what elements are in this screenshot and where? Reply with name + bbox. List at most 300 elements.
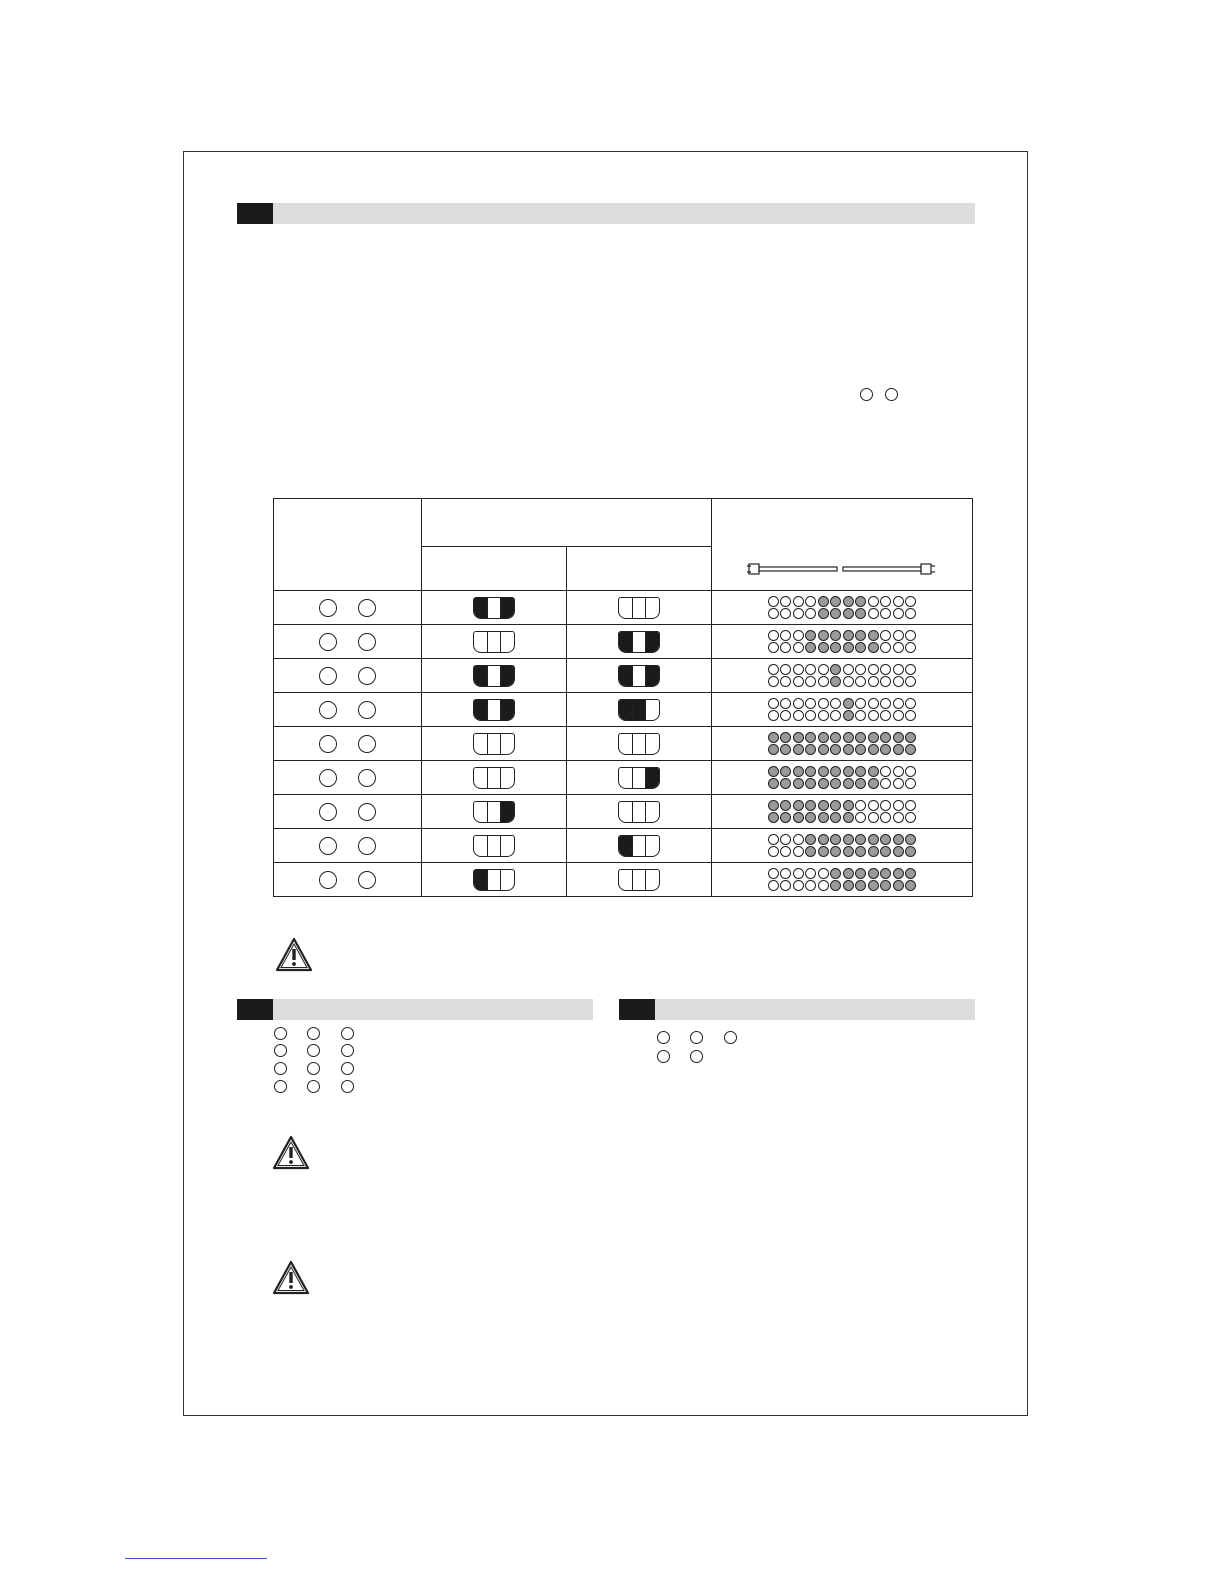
dip-switch-1 <box>473 597 515 619</box>
led-lit <box>868 778 879 789</box>
dip-switch-1 <box>473 699 515 721</box>
row-model-cell <box>274 659 422 693</box>
table-row <box>274 761 973 795</box>
model-circle-marker <box>358 599 376 617</box>
model-circle-marker <box>319 599 337 617</box>
led-lit <box>805 630 816 641</box>
row-dip-switch-2-cell <box>567 625 712 659</box>
led-off <box>855 812 866 823</box>
led-pattern <box>767 629 917 654</box>
row-dip-switch-2-cell <box>567 659 712 693</box>
dip-segment-3 <box>646 598 659 618</box>
led-lit <box>868 880 879 891</box>
led-off <box>893 642 904 653</box>
dip-segment-1 <box>619 802 633 822</box>
led-off <box>780 880 791 891</box>
led-lit <box>868 766 879 777</box>
table-row <box>274 727 973 761</box>
led-pattern <box>767 663 917 688</box>
led-lit <box>805 800 816 811</box>
dip-segment-1 <box>619 598 633 618</box>
led-lit <box>818 800 829 811</box>
dip-segment-2 <box>488 598 502 618</box>
row-led-pattern-cell <box>712 863 973 897</box>
led-lit <box>793 800 804 811</box>
led-lit <box>830 676 841 687</box>
led-lit <box>768 744 779 755</box>
dip-segment-2 <box>488 632 502 652</box>
dip-switch-1 <box>473 767 515 789</box>
row-led-pattern-cell <box>712 625 973 659</box>
led-off <box>905 608 916 619</box>
led-lit <box>793 766 804 777</box>
led-off <box>905 664 916 675</box>
dip-segment-3 <box>646 734 659 754</box>
led-off <box>893 608 904 619</box>
row-dip-switch-1-cell <box>422 829 567 863</box>
warning-triangle-icon <box>272 1260 310 1296</box>
list-circle-marker <box>274 1044 287 1057</box>
cable-icon <box>747 561 937 579</box>
dip-segment-3 <box>501 802 514 822</box>
led-off <box>793 834 804 845</box>
led-off <box>893 778 904 789</box>
row-model-cell <box>274 591 422 625</box>
row-dip-switch-1-cell <box>422 693 567 727</box>
led-lit <box>843 868 854 879</box>
section-header-bar-left <box>237 999 593 1020</box>
dip-segment-3 <box>501 870 514 890</box>
row-dip-switch-2-cell <box>567 829 712 863</box>
warning-triangle-icon <box>275 937 313 973</box>
led-off <box>868 596 879 607</box>
led-lit <box>768 812 779 823</box>
dip-segment-3 <box>501 700 514 720</box>
led-off <box>818 676 829 687</box>
list-circle-marker <box>657 1050 670 1063</box>
led-lit <box>780 800 791 811</box>
row-model-cell <box>274 625 422 659</box>
led-lit <box>868 846 879 857</box>
dip-segment-3 <box>646 768 659 788</box>
led-off <box>880 676 891 687</box>
led-lit <box>880 732 891 743</box>
led-off <box>855 800 866 811</box>
led-off <box>768 676 779 687</box>
led-off <box>893 630 904 641</box>
led-off <box>868 676 879 687</box>
list-circle-marker <box>274 1027 287 1040</box>
led-lit <box>830 596 841 607</box>
model-circle-marker <box>358 701 376 719</box>
dip-switch-2 <box>618 665 660 687</box>
list-circle-marker <box>307 1080 320 1093</box>
led-off <box>793 880 804 891</box>
row-model-cell <box>274 693 422 727</box>
led-off <box>830 698 841 709</box>
led-lit <box>855 732 866 743</box>
led-lit <box>830 778 841 789</box>
led-off <box>793 642 804 653</box>
dip-segment-2 <box>633 836 647 856</box>
led-lit <box>893 732 904 743</box>
led-off <box>793 710 804 721</box>
led-off <box>905 778 916 789</box>
dip-switch-2 <box>618 835 660 857</box>
led-lit <box>780 812 791 823</box>
list-circle-marker <box>307 1062 320 1075</box>
led-lit <box>818 834 829 845</box>
led-off <box>818 710 829 721</box>
led-lit <box>843 608 854 619</box>
led-off <box>780 710 791 721</box>
led-off <box>818 698 829 709</box>
led-off <box>868 710 879 721</box>
dip-segment-1 <box>619 632 633 652</box>
section-header-tab <box>619 999 655 1020</box>
dip-segment-2 <box>488 768 502 788</box>
dip-segment-1 <box>619 836 633 856</box>
list-circle-marker <box>341 1027 354 1040</box>
led-off <box>905 800 916 811</box>
dip-switch-2 <box>618 801 660 823</box>
section-header-bar-right <box>619 999 975 1020</box>
row-dip-switch-1-cell <box>422 625 567 659</box>
led-lit <box>768 778 779 789</box>
led-lit <box>843 732 854 743</box>
led-off <box>768 698 779 709</box>
dip-switch-1 <box>473 869 515 891</box>
led-off <box>805 664 816 675</box>
list-circle-marker <box>724 1031 737 1044</box>
dip-switch-2 <box>618 699 660 721</box>
led-lit <box>818 846 829 857</box>
dip-switch-table <box>273 498 973 897</box>
led-off <box>893 710 904 721</box>
led-lit <box>880 868 891 879</box>
led-off <box>780 596 791 607</box>
led-lit <box>893 744 904 755</box>
led-lit <box>830 744 841 755</box>
list-circle-marker <box>274 1080 287 1093</box>
led-off <box>805 608 816 619</box>
led-lit <box>843 698 854 709</box>
led-off <box>843 664 854 675</box>
led-lit <box>843 880 854 891</box>
dip-segment-2 <box>633 632 647 652</box>
dip-segment-3 <box>646 666 659 686</box>
led-lit <box>855 766 866 777</box>
led-off <box>780 868 791 879</box>
dip-segment-3 <box>501 598 514 618</box>
led-lit <box>880 846 891 857</box>
dip-switch-2 <box>618 767 660 789</box>
led-lit <box>880 880 891 891</box>
dip-segment-3 <box>646 870 659 890</box>
model-circle-marker <box>358 735 376 753</box>
led-off <box>768 608 779 619</box>
dip-segment-1 <box>474 700 488 720</box>
list-circle-marker <box>307 1044 320 1057</box>
led-lit <box>768 732 779 743</box>
led-lit <box>905 744 916 755</box>
led-lit <box>780 744 791 755</box>
row-dip-switch-2-cell <box>567 795 712 829</box>
dip-segment-2 <box>633 768 647 788</box>
table-row <box>274 625 973 659</box>
row-dip-switch-2-cell <box>567 693 712 727</box>
row-led-pattern-cell <box>712 761 973 795</box>
dip-switch-1 <box>473 835 515 857</box>
model-circle-marker <box>358 667 376 685</box>
dip-switch-1 <box>473 665 515 687</box>
led-off <box>893 664 904 675</box>
led-off <box>893 800 904 811</box>
model-circle-marker <box>319 837 337 855</box>
led-lit <box>830 834 841 845</box>
led-off <box>805 698 816 709</box>
model-circle-marker <box>319 735 337 753</box>
led-off <box>893 766 904 777</box>
led-lit <box>893 868 904 879</box>
model-circle-marker <box>319 871 337 889</box>
dip-switch-2 <box>618 631 660 653</box>
led-lit <box>868 630 879 641</box>
led-lit <box>818 608 829 619</box>
led-off <box>818 868 829 879</box>
led-lit <box>830 846 841 857</box>
led-lit <box>805 846 816 857</box>
dip-segment-2 <box>633 700 647 720</box>
table-row <box>274 591 973 625</box>
led-lit <box>893 846 904 857</box>
dip-segment-2 <box>633 802 647 822</box>
led-lit <box>893 834 904 845</box>
row-model-cell <box>274 761 422 795</box>
led-pattern <box>767 867 917 892</box>
led-off <box>893 698 904 709</box>
led-pattern <box>767 765 917 790</box>
led-off <box>868 664 879 675</box>
dip-segment-1 <box>619 666 633 686</box>
led-off <box>880 812 891 823</box>
led-off <box>880 778 891 789</box>
led-off <box>780 630 791 641</box>
dip-segment-1 <box>619 768 633 788</box>
dip-segment-2 <box>633 598 647 618</box>
dip-switch-1 <box>473 801 515 823</box>
led-lit <box>843 812 854 823</box>
row-dip-switch-2-cell <box>567 591 712 625</box>
led-lit <box>830 812 841 823</box>
row-model-cell <box>274 727 422 761</box>
led-lit <box>855 868 866 879</box>
led-off <box>780 846 791 857</box>
led-lit <box>780 766 791 777</box>
led-lit <box>818 766 829 777</box>
led-lit <box>818 744 829 755</box>
led-lit <box>830 880 841 891</box>
led-lit <box>855 778 866 789</box>
led-lit <box>843 710 854 721</box>
led-lit <box>793 744 804 755</box>
row-model-cell <box>274 795 422 829</box>
dip-segment-3 <box>646 700 659 720</box>
led-off <box>805 710 816 721</box>
section-header-bar <box>237 203 975 224</box>
dip-segment-2 <box>488 802 502 822</box>
footer-link-underline[interactable] <box>125 1558 267 1559</box>
list-circle-marker <box>307 1027 320 1040</box>
dip-segment-2 <box>488 836 502 856</box>
led-off <box>905 710 916 721</box>
table-row <box>274 693 973 727</box>
led-off <box>868 698 879 709</box>
list-circle-marker <box>341 1044 354 1057</box>
led-off <box>905 642 916 653</box>
led-lit <box>818 596 829 607</box>
led-off <box>905 630 916 641</box>
led-lit <box>868 834 879 845</box>
row-dip-switch-1-cell <box>422 761 567 795</box>
inline-circle-marker <box>860 388 873 401</box>
dip-segment-1 <box>474 666 488 686</box>
led-pattern <box>767 833 917 858</box>
list-circle-marker <box>690 1031 703 1044</box>
led-lit <box>780 778 791 789</box>
led-lit <box>868 868 879 879</box>
dip-segment-2 <box>488 700 502 720</box>
row-dip-switch-1-cell <box>422 591 567 625</box>
led-lit <box>805 744 816 755</box>
dip-segment-3 <box>501 734 514 754</box>
led-off <box>880 698 891 709</box>
led-lit <box>818 630 829 641</box>
list-circle-marker <box>341 1062 354 1075</box>
led-off <box>843 676 854 687</box>
led-off <box>780 664 791 675</box>
dip-segment-2 <box>633 870 647 890</box>
led-off <box>793 630 804 641</box>
row-dip-switch-2-cell <box>567 727 712 761</box>
table-row <box>274 659 973 693</box>
led-off <box>893 812 904 823</box>
list-circle-marker <box>274 1062 287 1075</box>
led-lit <box>855 744 866 755</box>
led-lit <box>905 880 916 891</box>
led-lit <box>843 846 854 857</box>
led-lit <box>830 732 841 743</box>
model-circle-marker <box>319 633 337 651</box>
led-off <box>793 698 804 709</box>
led-lit <box>805 732 816 743</box>
led-lit <box>880 744 891 755</box>
led-lit <box>818 778 829 789</box>
dip-segment-3 <box>646 836 659 856</box>
model-circle-marker <box>319 701 337 719</box>
led-lit <box>855 596 866 607</box>
led-off <box>880 710 891 721</box>
led-lit <box>855 880 866 891</box>
led-off <box>855 710 866 721</box>
model-circle-marker <box>358 871 376 889</box>
led-off <box>880 608 891 619</box>
led-off <box>768 880 779 891</box>
row-led-pattern-cell <box>712 829 973 863</box>
led-off <box>855 664 866 675</box>
row-model-cell <box>274 863 422 897</box>
model-circle-marker <box>358 803 376 821</box>
led-lit <box>805 834 816 845</box>
led-lit <box>855 608 866 619</box>
led-off <box>805 880 816 891</box>
dip-segment-1 <box>619 700 633 720</box>
led-pattern <box>767 595 917 620</box>
led-lit <box>843 642 854 653</box>
led-off <box>768 846 779 857</box>
led-off <box>793 596 804 607</box>
led-lit <box>905 834 916 845</box>
table-header-switch-2 <box>567 547 712 591</box>
warning-triangle-icon <box>272 1135 310 1171</box>
led-lit <box>855 846 866 857</box>
led-lit <box>905 868 916 879</box>
led-off <box>793 846 804 857</box>
table-header-model <box>274 499 422 591</box>
row-dip-switch-1-cell <box>422 727 567 761</box>
led-off <box>868 800 879 811</box>
led-lit <box>855 630 866 641</box>
led-lit <box>830 766 841 777</box>
led-off <box>893 596 904 607</box>
led-lit <box>768 766 779 777</box>
led-pattern <box>767 697 917 722</box>
dip-switch-2 <box>618 733 660 755</box>
led-off <box>780 834 791 845</box>
led-lit <box>793 732 804 743</box>
led-lit <box>880 834 891 845</box>
led-pattern <box>767 799 917 824</box>
led-off <box>905 812 916 823</box>
dip-segment-1 <box>619 734 633 754</box>
led-lit <box>843 596 854 607</box>
led-off <box>793 608 804 619</box>
dip-segment-1 <box>474 768 488 788</box>
table-row <box>274 863 973 897</box>
table-header-switch-1 <box>422 547 567 591</box>
led-off <box>880 766 891 777</box>
led-off <box>880 800 891 811</box>
led-off <box>880 664 891 675</box>
led-off <box>880 596 891 607</box>
led-off <box>793 868 804 879</box>
model-circle-marker <box>319 769 337 787</box>
led-off <box>768 834 779 845</box>
dip-segment-2 <box>488 734 502 754</box>
led-off <box>768 642 779 653</box>
table-row <box>274 829 973 863</box>
dip-segment-2 <box>488 870 502 890</box>
led-lit <box>780 732 791 743</box>
led-lit <box>793 812 804 823</box>
led-lit <box>818 732 829 743</box>
led-lit <box>805 778 816 789</box>
led-lit <box>830 868 841 879</box>
dip-switch-1 <box>473 631 515 653</box>
led-off <box>780 642 791 653</box>
model-circle-marker <box>358 769 376 787</box>
led-off <box>818 880 829 891</box>
